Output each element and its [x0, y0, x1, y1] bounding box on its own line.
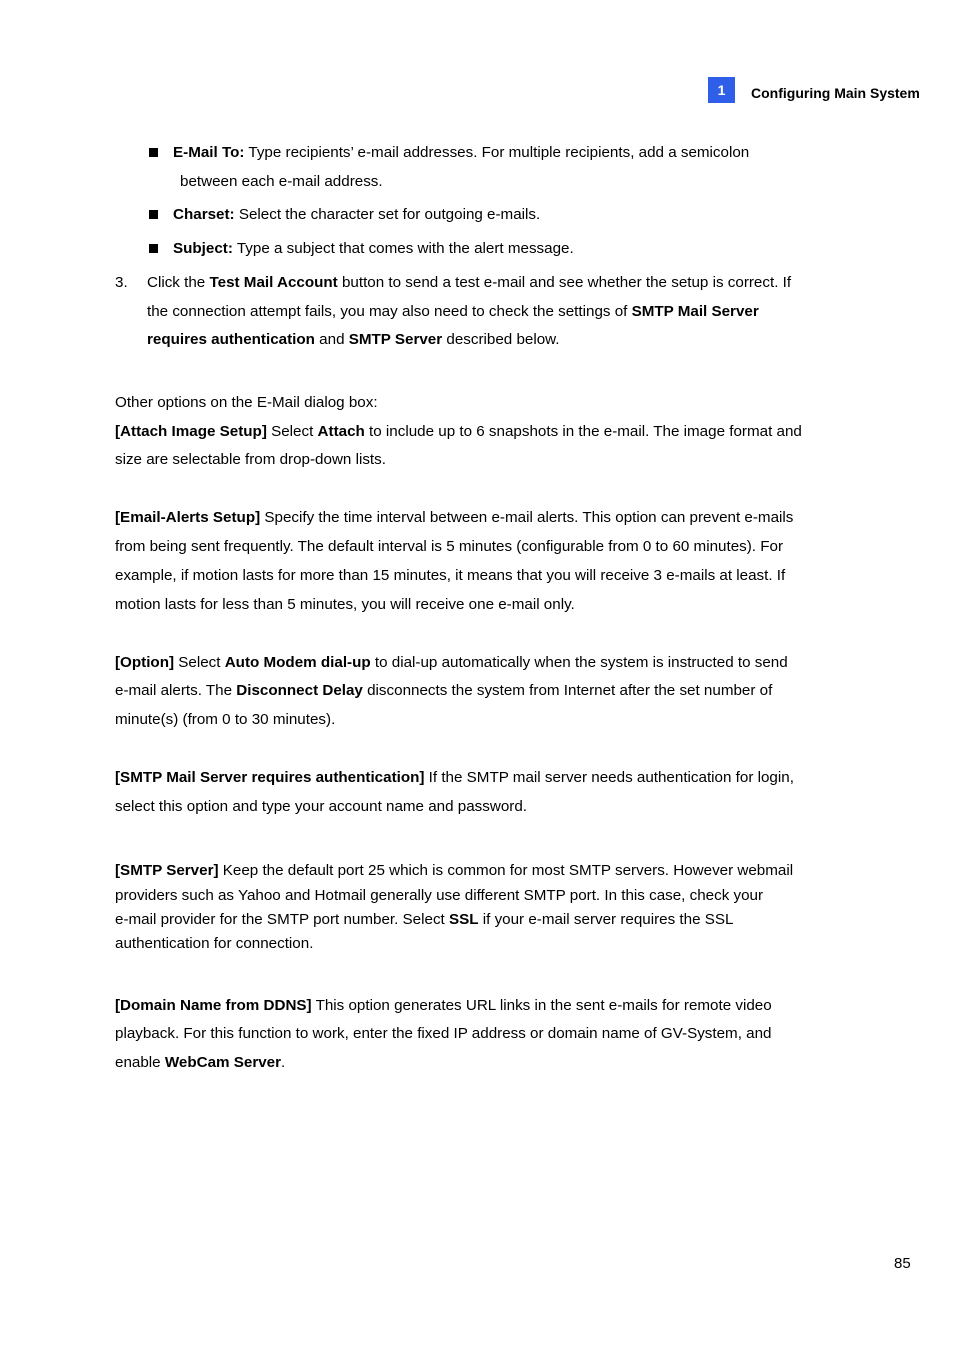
text-bold: SSL — [448, 911, 479, 928]
bullet-term: Subject: — [173, 240, 233, 257]
paragraph-line: providers such as Yahoo and Hotmail generally use different SMTP port. In this case, check your — [115, 887, 764, 904]
text-bold: [SMTP Mail Server requires authentication] — [115, 769, 425, 786]
paragraph-line: select this option and type your account name and password. — [115, 798, 527, 815]
bullet-subject — [173, 240, 574, 257]
text: Keep the default port 25 which is common for most SMTP servers. However webmail — [218, 862, 794, 879]
paragraph-line: motion lasts for less than 5 minutes, you will receive one e-mail only. — [115, 596, 575, 613]
step-line — [147, 331, 560, 348]
paragraph-line: playback. For this function to work, enter the fixed IP address or domain name of GV-System, and — [115, 1025, 772, 1042]
text-bold: requires authentication — [147, 331, 315, 348]
bullet-text: Type recipients’ e-mail addresses. For multiple recipients, add a semicolon — [244, 144, 750, 161]
paragraph-line: size are selectable from drop-down lists. — [115, 451, 386, 468]
text: the connection attempt fails, you may also need to check the settings of — [147, 303, 632, 320]
bullet-square-icon — [149, 210, 158, 219]
text: e-mail provider for the SMTP port number. Select — [115, 911, 449, 928]
text-bold: SMTP Server — [348, 331, 443, 348]
text: If the SMTP mail server needs authentication for login, — [424, 769, 794, 786]
step-line — [147, 303, 759, 320]
text-bold: [Attach Image Setup] — [115, 423, 267, 440]
text: to include up to 6 snapshots in the e-mail. The image format and — [364, 423, 802, 440]
bullet-continuation: between each e-mail address. — [180, 173, 383, 190]
paragraph-line — [115, 682, 772, 699]
text: Click the — [147, 274, 210, 291]
text: button to send a test e-mail and see whether the setup is correct. If — [337, 274, 792, 291]
text-bold: [Email-Alerts Setup] — [115, 509, 261, 526]
text-bold: [Domain Name from DDNS] — [115, 997, 312, 1014]
step-number: 3. — [115, 274, 128, 291]
paragraph-line — [115, 862, 793, 879]
paragraph-line: from being sent frequently. The default interval is 5 minutes (configurable from 0 to 60 minutes). For — [115, 538, 784, 555]
paragraph-line: example, if motion lasts for more than 15 minutes, it means that you will receive 3 e-mails at least. If — [115, 567, 786, 584]
text: Select — [266, 423, 318, 440]
bullet-term: E-Mail To: — [173, 144, 245, 161]
text-bold: SMTP Mail Server — [631, 303, 759, 320]
text-bold: Disconnect Delay — [236, 682, 363, 699]
paragraph-line — [115, 423, 802, 440]
bullet-charset — [173, 206, 540, 223]
step-line — [147, 274, 791, 291]
bullet-term: Charset: — [173, 206, 235, 223]
paragraph-line — [115, 1054, 285, 1071]
text: This option generates URL links in the sent e-mails for remote video — [311, 997, 772, 1014]
paragraph-line — [115, 509, 793, 526]
text: Select — [174, 654, 225, 671]
text: to dial-up automatically when the system is instructed to send — [370, 654, 788, 671]
paragraph-line — [115, 769, 794, 786]
text-bold: [Option] — [115, 654, 175, 671]
text-bold: Auto Modem dial-up — [224, 654, 371, 671]
text: enable — [115, 1054, 165, 1071]
text-bold: [SMTP Server] — [115, 862, 219, 879]
text: disconnects the system from Internet after the set number of — [362, 682, 773, 699]
text: if your e-mail server requires the SSL — [478, 911, 734, 928]
bullet-square-icon — [149, 244, 158, 253]
text-bold: WebCam Server — [164, 1054, 282, 1071]
text: and — [314, 331, 349, 348]
text-bold: Attach — [317, 423, 365, 440]
paragraph-line — [115, 911, 733, 928]
text: described below. — [442, 331, 560, 348]
text-bold: Test Mail Account — [209, 274, 338, 291]
bullet-square-icon — [149, 148, 158, 157]
paragraph-line — [115, 997, 772, 1014]
bullet-text: Type a subject that comes with the alert message. — [232, 240, 574, 257]
paragraph-line: authentication for connection. — [115, 935, 314, 952]
chapter-number-badge: 1 — [708, 77, 735, 103]
page-number: 85 — [894, 1255, 911, 1272]
chapter-title: Configuring Main System — [751, 85, 920, 101]
paragraph-line: minute(s) (from 0 to 30 minutes). — [115, 711, 336, 728]
intro-paragraph: Other options on the E-Mail dialog box: — [115, 394, 378, 411]
bullet-email-to — [173, 144, 749, 161]
text: e-mail alerts. The — [115, 682, 237, 699]
bullet-text: Select the character set for outgoing e-mails. — [234, 206, 541, 223]
text: . — [281, 1054, 286, 1071]
text: Specify the time interval between e-mail alerts. This option can prevent e-mails — [260, 509, 794, 526]
paragraph-line — [115, 654, 788, 671]
